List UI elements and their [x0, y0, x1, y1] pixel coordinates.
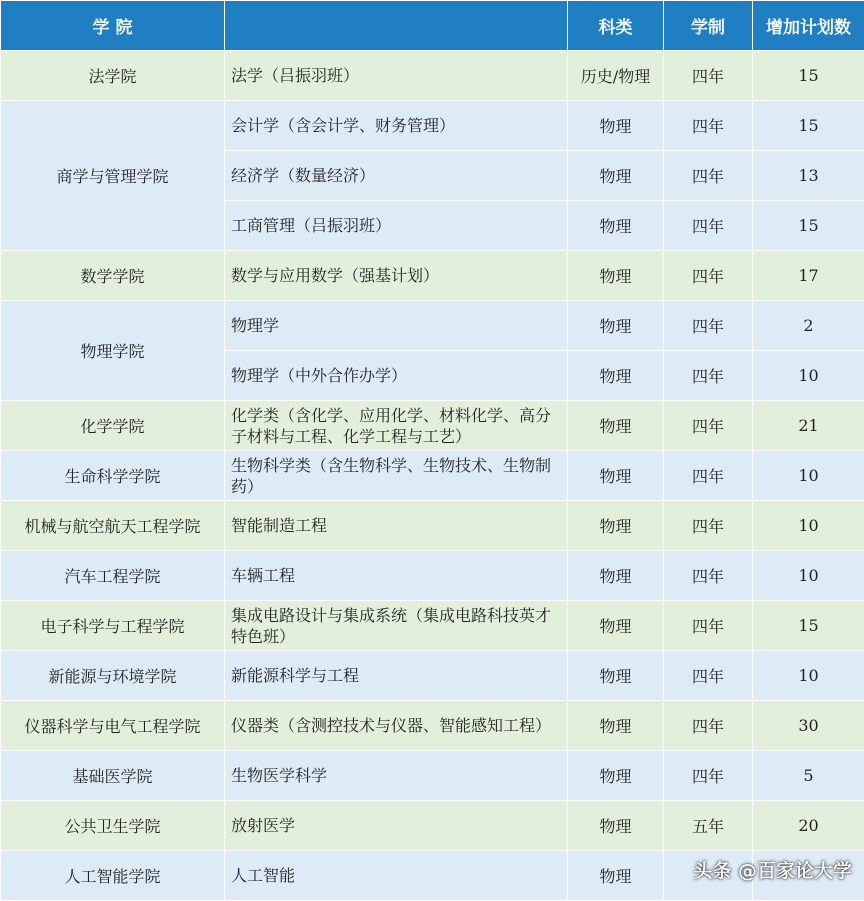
table-row [1, 751, 864, 801]
table-row [1, 251, 864, 301]
table-row [1, 601, 864, 651]
major-cell: 生物科学类（含生物科学、生物技术、生物制药） [225, 451, 568, 501]
major-cell: 数学与应用数学（强基计划） [225, 251, 568, 301]
count-cell: 15 [753, 201, 864, 251]
major-cell: 物理学（中外合作办学） [225, 351, 568, 401]
college-cell: 基础医学院 [1, 751, 225, 801]
table-row [1, 51, 864, 101]
count-cell: 2 [753, 301, 864, 351]
subject-cell: 物理 [568, 451, 664, 501]
subject-cell: 物理 [568, 801, 664, 851]
table-row [1, 101, 864, 151]
duration-cell: 四年 [664, 601, 753, 651]
table-row [1, 551, 864, 601]
major-cell: 物理学 [225, 301, 568, 351]
duration-cell: 四年 [664, 401, 753, 451]
header-duration: 学制 [664, 1, 753, 51]
major-cell: 法学（吕振羽班） [225, 51, 568, 101]
subject-cell: 物理 [568, 201, 664, 251]
count-cell: 15 [753, 101, 864, 151]
major-cell: 生物医学科学 [225, 751, 568, 801]
duration-cell: 四年 [664, 551, 753, 601]
count-cell: 17 [753, 251, 864, 301]
header-major [225, 1, 568, 51]
major-cell: 新能源科学与工程 [225, 651, 568, 701]
table-row [1, 301, 864, 351]
college-cell: 机械与航空航天工程学院 [1, 501, 225, 551]
duration-cell: 四年 [664, 351, 753, 401]
subject-cell: 物理 [568, 351, 664, 401]
table-row [1, 501, 864, 551]
college-cell: 公共卫生学院 [1, 801, 225, 851]
major-cell: 工商管理（吕振羽班） [225, 201, 568, 251]
college-cell: 人工智能学院 [1, 851, 225, 901]
college-cell: 法学院 [1, 51, 225, 101]
header-row [1, 1, 864, 51]
table-row [1, 451, 864, 501]
subject-cell: 物理 [568, 551, 664, 601]
subject-cell: 物理 [568, 851, 664, 901]
count-cell: 10 [753, 351, 864, 401]
table-row [1, 401, 864, 451]
duration-cell: 四年 [664, 201, 753, 251]
major-cell: 化学类（含化学、应用化学、材料化学、高分子材料与工程、化学工程与工艺） [225, 401, 568, 451]
duration-cell: 四年 [664, 101, 753, 151]
subject-cell: 物理 [568, 401, 664, 451]
table-row [1, 801, 864, 851]
duration-cell: 四年 [664, 251, 753, 301]
count-cell: 15 [753, 51, 864, 101]
major-cell: 人工智能 [225, 851, 568, 901]
count-cell: 20 [753, 801, 864, 851]
count-cell: 5 [753, 751, 864, 801]
major-cell: 仪器类（含测控技术与仪器、智能感知工程） [225, 701, 568, 751]
count-cell: 10 [753, 651, 864, 701]
college-cell: 汽车工程学院 [1, 551, 225, 601]
count-cell: 13 [753, 151, 864, 201]
duration-cell: 四年 [664, 301, 753, 351]
subject-cell: 物理 [568, 651, 664, 701]
college-cell: 物理学院 [1, 301, 225, 401]
watermark-text: 头条 @百家论大学 [693, 860, 852, 882]
subject-cell: 物理 [568, 701, 664, 751]
subject-cell: 物理 [568, 101, 664, 151]
subject-cell: 物理 [568, 601, 664, 651]
header-increase: 增加计划数 [753, 1, 864, 51]
duration-cell: 四年 [664, 651, 753, 701]
major-cell: 智能制造工程 [225, 501, 568, 551]
table-row [1, 651, 864, 701]
college-cell: 生命科学学院 [1, 451, 225, 501]
count-cell: 21 [753, 401, 864, 451]
major-cell: 经济学（数量经济） [225, 151, 568, 201]
college-cell: 仪器科学与电气工程学院 [1, 701, 225, 751]
subject-cell: 物理 [568, 251, 664, 301]
count-cell: 15 [753, 601, 864, 651]
duration-cell: 四年 [664, 701, 753, 751]
college-cell: 电子科学与工程学院 [1, 601, 225, 651]
major-cell: 车辆工程 [225, 551, 568, 601]
table-body [1, 51, 864, 901]
duration-cell: 四年 [664, 501, 753, 551]
duration-cell: 四年 [664, 151, 753, 201]
count-cell: 10 [753, 451, 864, 501]
count-cell: 10 [753, 501, 864, 551]
subject-cell: 物理 [568, 751, 664, 801]
duration-cell: 五年 [664, 801, 753, 851]
subject-cell: 物理 [568, 301, 664, 351]
duration-cell: 四年 [664, 51, 753, 101]
subject-cell: 物理 [568, 501, 664, 551]
table-row [1, 701, 864, 751]
count-cell: 10 [753, 551, 864, 601]
header-college: 学 院 [1, 1, 225, 51]
duration-cell: 四年 [664, 451, 753, 501]
college-cell: 化学学院 [1, 401, 225, 451]
major-cell: 会计学（含会计学、财务管理） [225, 101, 568, 151]
college-cell: 新能源与环境学院 [1, 651, 225, 701]
header-subject: 科类 [568, 1, 664, 51]
major-cell: 放射医学 [225, 801, 568, 851]
duration-cell: 四年 [664, 751, 753, 801]
count-cell: 30 [753, 701, 864, 751]
subject-cell: 物理 [568, 151, 664, 201]
college-cell: 商学与管理学院 [1, 101, 225, 251]
subject-cell: 历史/物理 [568, 51, 664, 101]
college-cell: 数学学院 [1, 251, 225, 301]
major-cell: 集成电路设计与集成系统（集成电路科技英才特色班） [225, 601, 568, 651]
